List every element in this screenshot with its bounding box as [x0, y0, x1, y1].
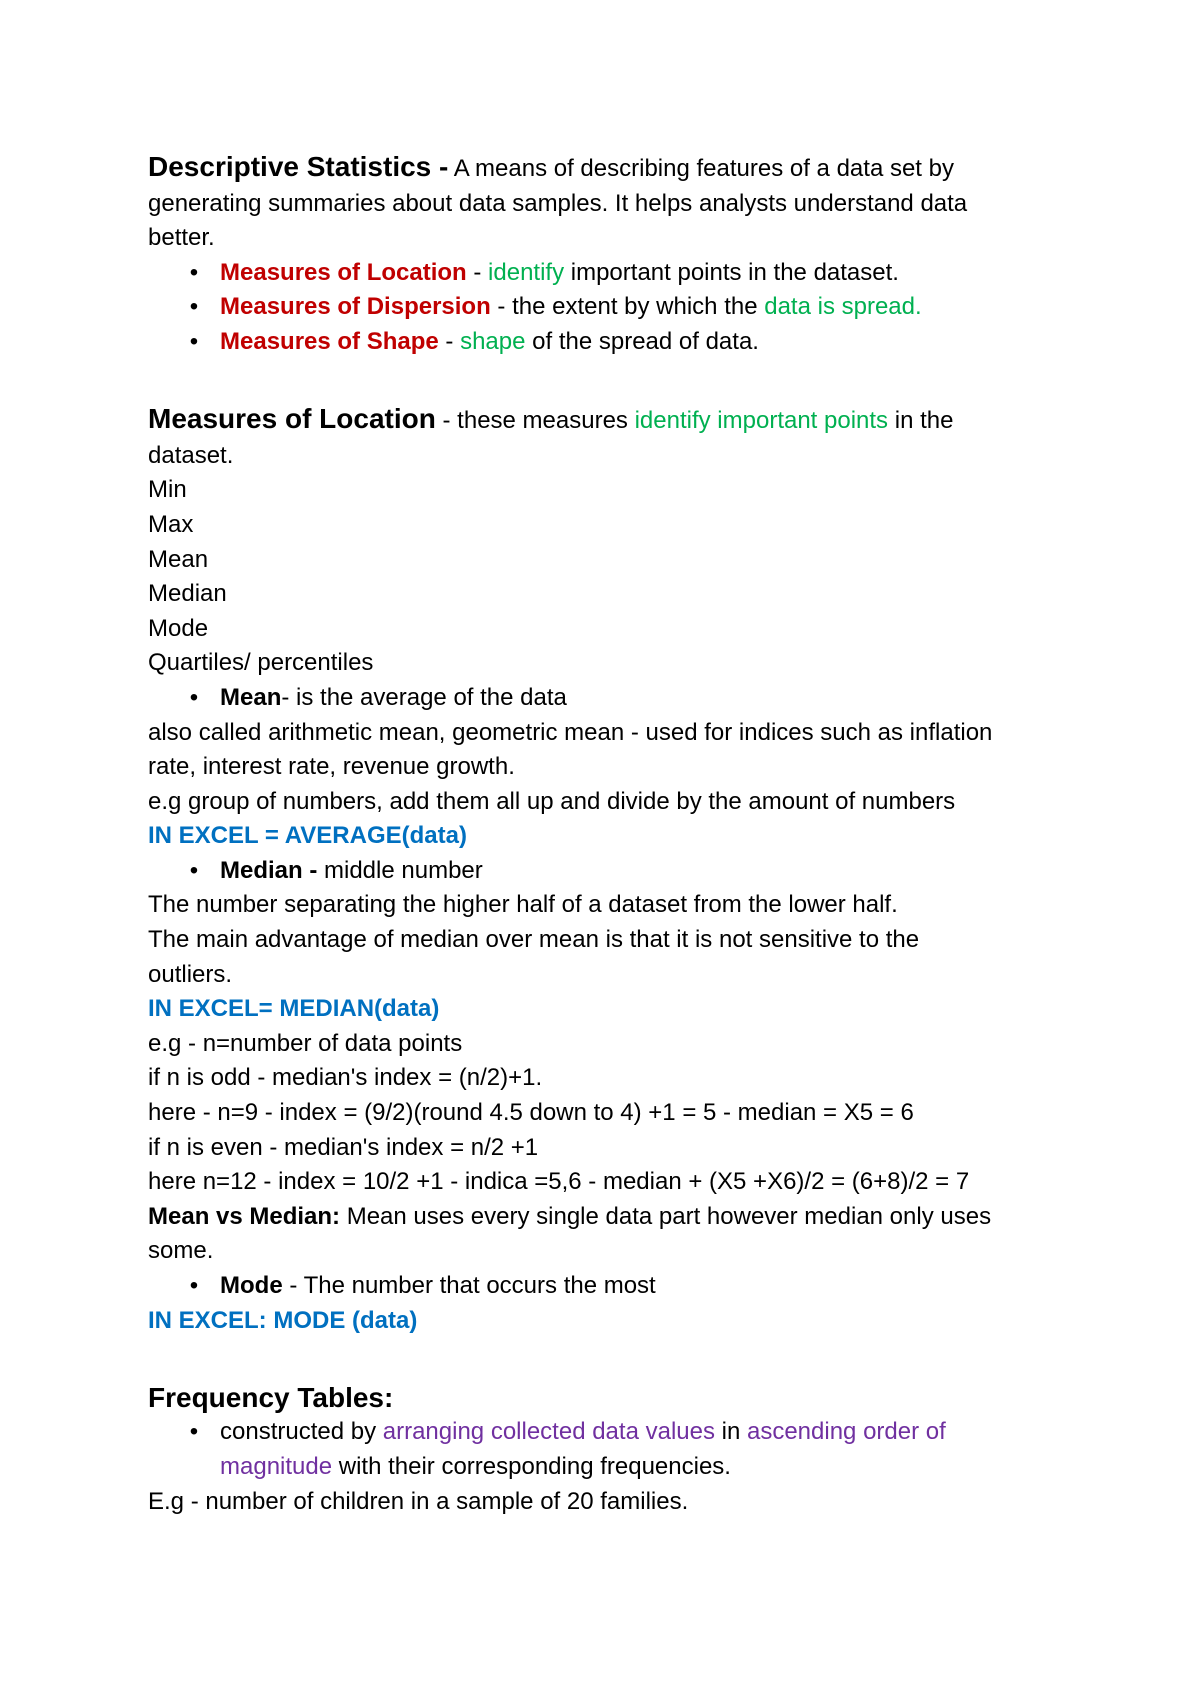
bullet-icon: •	[189, 1418, 199, 1446]
mean-line-2: rate, interest rate, revenue growth.	[148, 753, 515, 781]
descriptive-statistics-heading: Descriptive Statistics -	[148, 151, 449, 182]
location-intro-line-1	[148, 402, 1088, 439]
bullet-measures-of-location	[148, 256, 1088, 291]
frequency-tables-heading: Frequency Tables:	[148, 1381, 394, 1413]
location-list-item: Min	[148, 476, 187, 504]
bullet-highlight: ascending order of	[746, 1418, 946, 1446]
bullet-separator: - the extent by which the	[490, 293, 765, 321]
mean-vs-median-line-1	[148, 1200, 1088, 1235]
location-list-item: Max	[148, 510, 194, 538]
excel-median-formula: IN EXCEL= MEDIAN(data)	[148, 995, 440, 1023]
mean-line-1: also called arithmetic mean, geometric mean - used for indices such as inflation	[148, 718, 993, 746]
bullet-term: Measures of Shape	[220, 327, 439, 355]
bullet-text: with their corresponding frequencies.	[332, 1452, 731, 1480]
bullet-term: Mean	[220, 683, 282, 711]
descriptive-intro-line-3: better.	[148, 224, 215, 252]
median-line-3: outliers.	[148, 960, 233, 988]
bullet-mean	[148, 681, 1088, 716]
mean-vs-median-line-2: some.	[148, 1237, 214, 1265]
median-line-7: if n is even - median's index = n/2 +1	[148, 1133, 539, 1161]
excel-mode-formula: IN EXCEL: MODE (data)	[148, 1306, 418, 1334]
bullet-icon: •	[189, 293, 199, 321]
median-line-2: The main advantage of median over mean is that it is not sensitive to the	[148, 926, 920, 954]
median-line-4: e.g - n=number of data points	[148, 1029, 463, 1057]
bullet-icon: •	[189, 1272, 199, 1299]
location-list-item: Quartiles/ percentiles	[148, 649, 374, 677]
bullet-highlight: identify	[488, 258, 565, 286]
document-page	[148, 150, 1088, 1519]
excel-average-formula: IN EXCEL = AVERAGE(data)	[148, 822, 467, 850]
bullet-text: important points in the dataset.	[564, 258, 899, 286]
mean-vs-median-term: Mean vs Median:	[148, 1202, 341, 1230]
bullet-highlight: arranging collected data values	[382, 1418, 715, 1446]
median-line-5: if n is odd - median's index = (n/2)+1.	[148, 1064, 543, 1092]
bullet-highlight: data is spread.	[764, 293, 922, 321]
bullet-text: constructed by	[220, 1418, 383, 1446]
bullet-text: in	[714, 1418, 747, 1446]
bullet-icon: •	[189, 327, 199, 355]
bullet-text: middle number	[317, 856, 483, 884]
descriptive-intro-line-1	[148, 150, 1088, 187]
spacer	[148, 360, 1088, 395]
bullet-term: Measures of Location	[220, 258, 467, 286]
median-line-8: here n=12 - index = 10/2 +1 - indica =5,6 - median + (X5 +X6)/2 = (6+8)/2 = 7	[148, 1168, 970, 1196]
location-text: in the	[888, 407, 954, 435]
bullet-term: Median -	[220, 856, 318, 884]
bullet-icon: •	[189, 683, 199, 711]
descriptive-text: A means of describing features of a data set by	[448, 155, 954, 182]
location-list-item: Mode	[148, 614, 209, 642]
bullet-frequency-constructed	[148, 1415, 1088, 1450]
bullet-separator: -	[438, 327, 461, 355]
bullet-icon: •	[189, 258, 199, 286]
location-highlight: identify important points	[634, 407, 889, 435]
median-line-1: The number separating the higher half of a dataset from the lower half.	[148, 891, 898, 919]
bullet-term: Measures of Dispersion	[220, 293, 491, 321]
bullet-text: - The number that occurs the most	[282, 1272, 656, 1299]
bullet-icon: •	[189, 856, 199, 884]
median-line-6: here - n=9 - index = (9/2)(round 4.5 down to 4) +1 = 5 - median = X5 = 6	[148, 1099, 914, 1127]
bullet-median	[148, 854, 1088, 889]
descriptive-intro-line-2: generating summaries about data samples. It helps analysts understand data	[148, 189, 968, 217]
frequency-bullet-continuation	[148, 1450, 1088, 1485]
spacer	[148, 1338, 1088, 1373]
location-list-item: Mean	[148, 545, 209, 573]
frequency-example: E.g - number of children in a sample of 20 families.	[148, 1487, 689, 1515]
location-list-item: Median	[148, 580, 227, 608]
mean-vs-median-text: Mean uses every single data part however median only uses	[340, 1202, 992, 1230]
bullet-term: Mode	[220, 1272, 283, 1299]
location-intro-line-2: dataset.	[148, 441, 234, 469]
bullet-measures-of-shape	[148, 325, 1088, 360]
bullet-text: of the spread of data.	[525, 327, 759, 355]
bullet-highlight: magnitude	[220, 1452, 333, 1480]
bullet-highlight: shape	[460, 327, 526, 355]
bullet-text: - is the average of the data	[281, 683, 567, 711]
mean-line-3: e.g group of numbers, add them all up and divide by the amount of numbers	[148, 787, 956, 815]
bullet-separator: -	[466, 258, 489, 286]
measures-of-location-heading: Measures of Location	[148, 403, 436, 435]
bullet-mode	[148, 1269, 1088, 1304]
location-text: - these measures	[435, 407, 635, 435]
bullet-measures-of-dispersion	[148, 290, 1088, 325]
